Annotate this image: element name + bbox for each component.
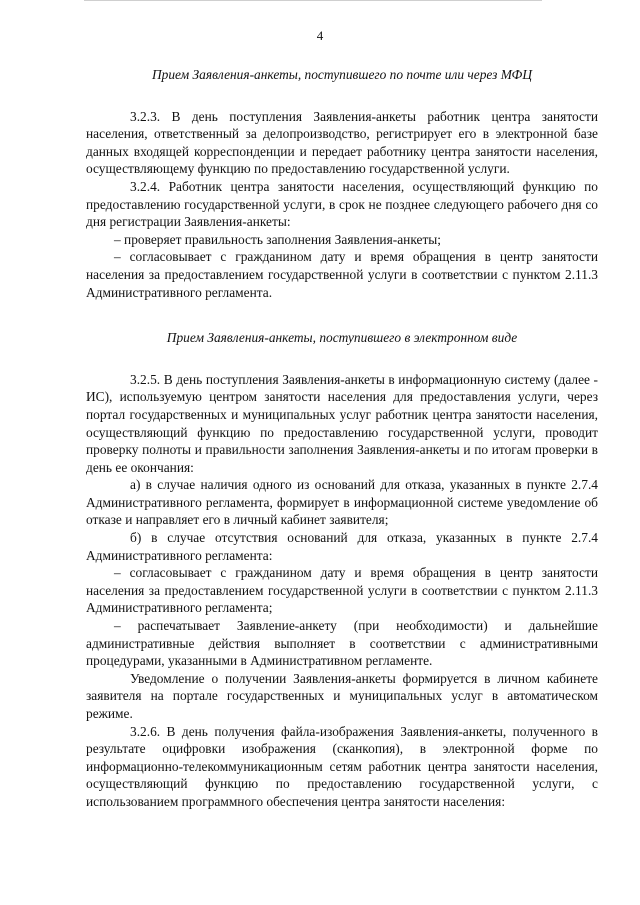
top-border-line: [84, 0, 542, 1]
section-heading-electronic: Прием Заявления-анкеты, поступившего в электронном виде: [166, 330, 518, 346]
paragraph-a: а) в случае наличия одного из оснований для отказа, указанных в пункте 2.7.4 Административного регламента, формирует в информационной системе уведомление об отказе и направляет его в личный кабинет заявителя;: [86, 477, 598, 528]
list-item-check: – проверяет правильность заполнения Заявления-анкеты;: [114, 231, 442, 247]
paragraph-notice: Уведомление о получении Заявления-анкеты формируется в личном кабинете заявителя на портале государственных и муниципальных услуг в автоматическом режиме.: [86, 670, 598, 721]
paragraph-3-2-5: 3.2.5. В день поступления Заявления-анкеты в информационную систему (далее - ИС), используемую центром занятости населения для предоставления услуги, через портал государственных и муниципальных услуг работник центра занятости населения, осуществляющий функцию по предоставлению государственной услуги, проводит проверку полноты и правильности заполнения Заявления-анкеты и по итогам проверки в день ее окончания:: [86, 371, 598, 475]
list-item-agree-date-2: – согласовывает с гражданином дату и время обращения в центр занятости населения за предоставлением государственной услуги в соответствии с пунктом 2.11.3 Административного регламента;: [86, 565, 598, 616]
section-heading-mail: Прием Заявления-анкеты, поступившего по почте или через МФЦ: [151, 67, 532, 82]
document-body: [86, 66, 598, 811]
paragraph-3-2-3: 3.2.3. В день поступления Заявления-анкеты работник центра занятости населения, ответственный за делопроизводство, регистрирует его в электронной базе данных входящей корреспонденции и передает работнику центра занятости населения, осуществляющему функцию по предоставлению государственной услуги.: [86, 108, 598, 177]
page-number: 4: [316, 28, 324, 43]
list-item-agree-date: – согласовывает с гражданином дату и время обращения в центр занятости населения за предоставлением государственной услуги в соответствии с пунктом 2.11.3 Административного регламента.: [86, 249, 598, 300]
paragraph-3-2-4: 3.2.4. Работник центра занятости населения, осуществляющий функцию по предоставлению государственной услуги, в срок не позднее следующего рабочего дня со дня регистрации Заявления-анкеты:: [86, 178, 598, 230]
list-item-print: – распечатывает Заявление-анкету (при необходимости) и дальнейшие административные действия выполняет в соответствии с административными процедурами, указанными в Административном регламенте.: [86, 618, 598, 669]
paragraph-3-2-6: 3.2.6. В день получения файла-изображения Заявления-анкеты, полученного в результате оцифровки изображения (сканкопия), в электронной форме по информационно-телекоммуникационным сетям работник центра занятости населения, осуществляющий функцию по предоставлению государственной услуги, с использованием программного обеспечения центра занятости населения:: [86, 723, 598, 809]
paragraph-b: б) в случае отсутствия оснований для отказа, указанных в пункте 2.7.4 Административного регламента:: [86, 530, 598, 563]
